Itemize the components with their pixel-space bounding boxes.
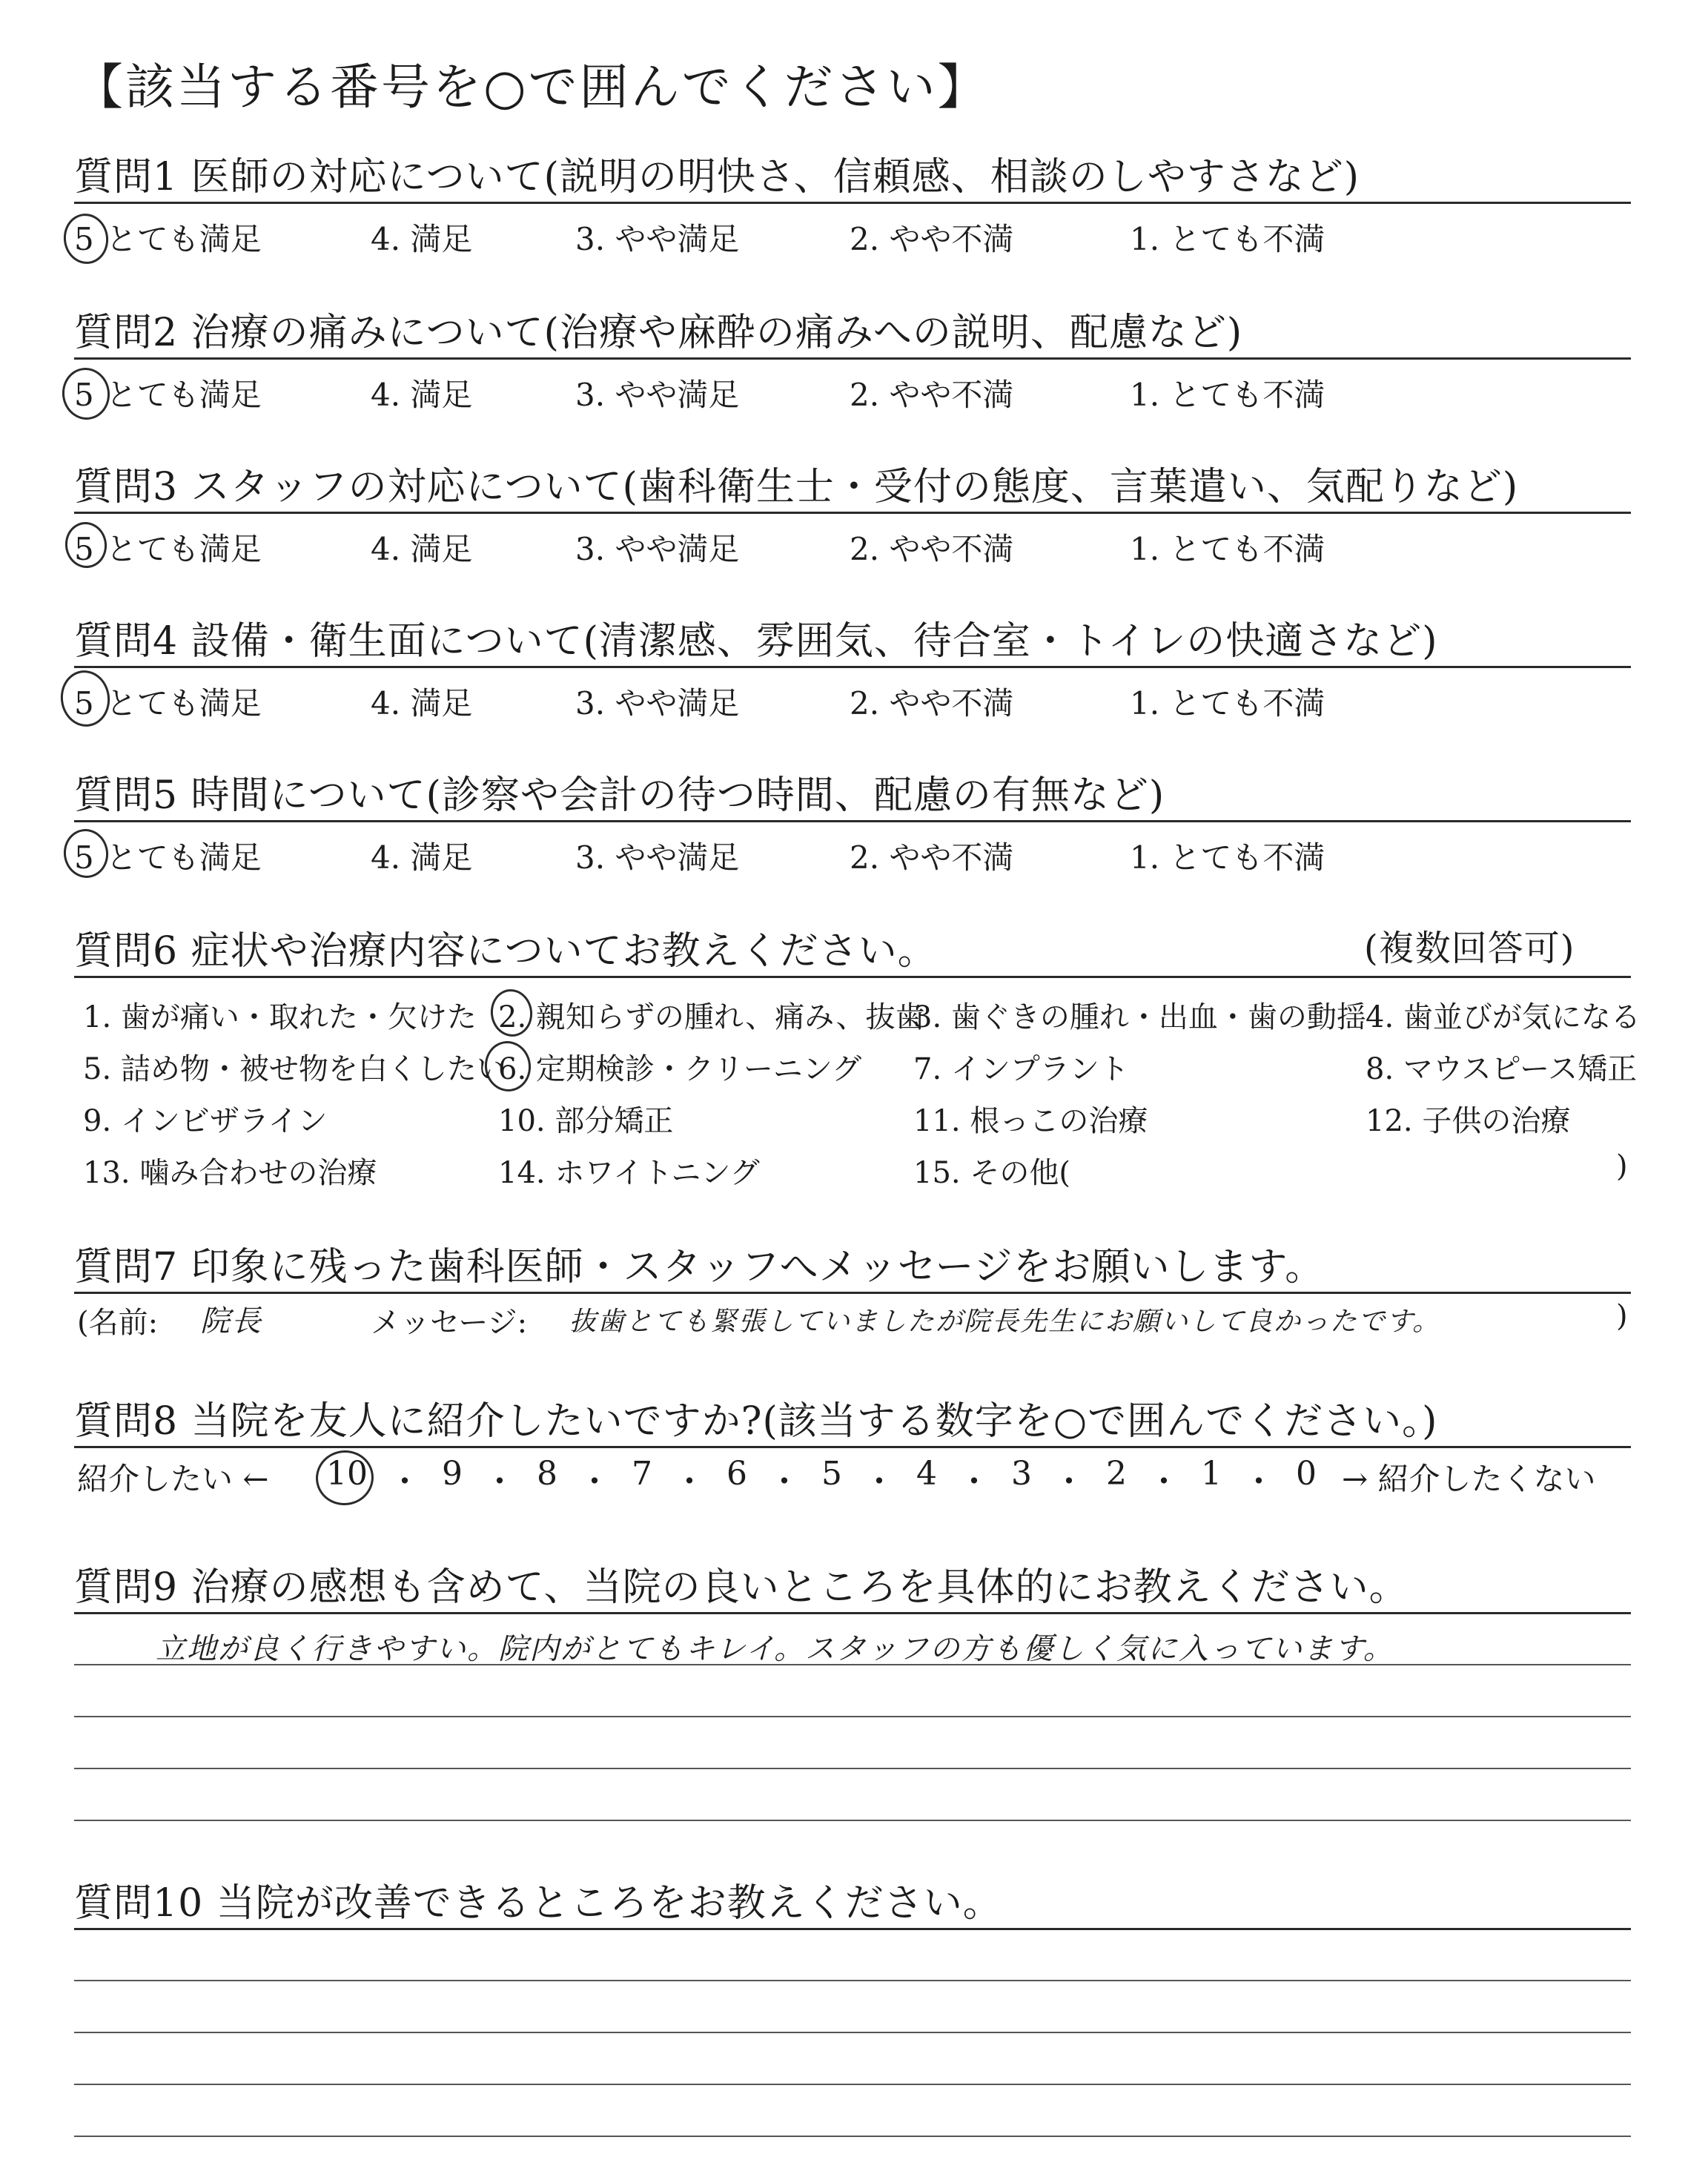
scale-separator: ・: [578, 1463, 611, 1501]
question-9-rule: [74, 1612, 1631, 1614]
answer-line: [74, 2032, 1631, 2033]
scale-8[interactable]: 8: [537, 1455, 557, 1493]
symptom-option-6[interactable]: 6. 定期検診・クリーニング: [498, 1052, 862, 1086]
question-7-title: 質問7 印象に残った歯科医師・スタッフへメッセージをお願いします。: [74, 1245, 1325, 1289]
scale-0[interactable]: 0: [1296, 1455, 1317, 1493]
scale-9[interactable]: 9: [442, 1455, 463, 1493]
option-5-number: 5: [74, 221, 94, 257]
symptom-option-8[interactable]: 8. マウスピース矯正: [1366, 1052, 1638, 1086]
option-4[interactable]: 4. 満足: [371, 377, 473, 413]
symptom-option-4[interactable]: 4. 歯並びが気になる: [1366, 1000, 1641, 1034]
question-4-rule: [74, 666, 1631, 668]
option-5-label: とても満足: [105, 221, 262, 257]
question-9-answer[interactable]: 立地が良く行きやすい。院内がとてもキレイ。スタッフの方も優しく気に入っています。: [156, 1632, 1394, 1666]
option-5[interactable]: [74, 215, 262, 260]
recommend-left-label: 紹介したい ←: [77, 1461, 269, 1497]
option-5-label: とても満足: [105, 685, 262, 721]
option-1[interactable]: 1. とても不満: [1130, 221, 1325, 257]
scale-separator: ・: [673, 1463, 706, 1501]
option-5[interactable]: [74, 371, 262, 415]
scale-separator: ・: [1148, 1463, 1180, 1501]
option-5-number: 5: [74, 377, 94, 413]
message-value[interactable]: 抜歯とても緊張していましたが院長先生にお願いして良かったです。: [569, 1307, 1441, 1337]
scale-separator: ・: [863, 1463, 896, 1501]
answer-line: [74, 1768, 1631, 1769]
option-2[interactable]: 2. やや不満: [850, 839, 1014, 876]
scale-2[interactable]: 2: [1106, 1455, 1127, 1493]
question-10-title: 質問10 当院が改善できるところをお教えください。: [74, 1881, 1002, 1926]
answer-line: [74, 2084, 1631, 2085]
option-5[interactable]: [74, 525, 262, 569]
form-header: 【該当する番号を○で囲んでください】: [74, 59, 989, 116]
option-5-label: とても満足: [105, 531, 262, 567]
scale-10[interactable]: 10: [326, 1455, 368, 1493]
option-1[interactable]: 1. とても不満: [1130, 531, 1325, 567]
answer-line: [74, 2136, 1631, 2137]
question-8-title: 質問8 当院を友人に紹介したいですか?(該当する数字を○で囲んでください。): [74, 1399, 1438, 1444]
symptom-option-15[interactable]: 15. その他(: [913, 1156, 1070, 1190]
symptom-option-11[interactable]: 11. 根っこの治療: [913, 1104, 1148, 1138]
name-value[interactable]: 院長: [200, 1304, 262, 1338]
question-10-rule: [74, 1928, 1631, 1930]
symptom-option-10[interactable]: 10. 部分矯正: [498, 1104, 674, 1138]
scale-3[interactable]: 3: [1011, 1455, 1032, 1493]
symptom-option-5[interactable]: 5. 詰め物・被せ物を白くしたい: [83, 1052, 506, 1086]
message-close: ): [1616, 1299, 1628, 1333]
option-3[interactable]: 3. やや満足: [575, 221, 740, 257]
option-3[interactable]: 3. やや満足: [575, 839, 740, 876]
option-5-number: 5: [74, 531, 94, 567]
option-4[interactable]: 4. 満足: [371, 531, 473, 567]
symptom-option-14[interactable]: 14. ホワイトニング: [498, 1156, 760, 1190]
answer-line: [74, 1820, 1631, 1821]
scale-separator: ・: [958, 1463, 990, 1501]
recommend-right-label: → 紹介したくない: [1342, 1461, 1596, 1497]
scale-1[interactable]: 1: [1201, 1455, 1222, 1493]
option-4[interactable]: 4. 満足: [371, 839, 473, 876]
option-1[interactable]: 1. とても不満: [1130, 377, 1325, 413]
option-2[interactable]: 2. やや不満: [850, 685, 1014, 721]
question-6-note: (複数回答可): [1364, 928, 1575, 969]
question-1-rule: [74, 202, 1631, 204]
symptom-option-9[interactable]: 9. インビザライン: [83, 1104, 328, 1138]
option-5-label: とても満足: [105, 377, 262, 413]
question-2-rule: [74, 357, 1631, 360]
option-5[interactable]: [74, 833, 262, 878]
scale-separator: ・: [483, 1463, 516, 1501]
scale-4[interactable]: 4: [916, 1455, 937, 1493]
option-1[interactable]: 1. とても不満: [1130, 685, 1325, 721]
scale-separator: ・: [768, 1463, 801, 1501]
scale-6[interactable]: 6: [726, 1455, 747, 1493]
option-2[interactable]: 2. やや不満: [850, 531, 1014, 567]
option-2[interactable]: 2. やや不満: [850, 377, 1014, 413]
option-4[interactable]: 4. 満足: [371, 221, 473, 257]
option-4[interactable]: 4. 満足: [371, 685, 473, 721]
scale-separator: ・: [1053, 1463, 1085, 1501]
option-3[interactable]: 3. やや満足: [575, 531, 740, 567]
option-2[interactable]: 2. やや不満: [850, 221, 1014, 257]
symptom-option-7[interactable]: 7. インプラント: [913, 1052, 1129, 1086]
symptom-option-12[interactable]: 12. 子供の治療: [1366, 1104, 1571, 1138]
question-8-rule: [74, 1446, 1631, 1448]
symptom-option-13[interactable]: 13. 噛み合わせの治療: [83, 1156, 377, 1190]
question-5-title: 質問5 時間について(診察や会計の待つ時間、配慮の有無など): [74, 773, 1165, 818]
answer-line: [74, 1980, 1631, 1981]
symptom-option-15-close: ): [1616, 1149, 1628, 1183]
symptom-option-2[interactable]: 2. 親知らずの腫れ、痛み、抜歯: [498, 1000, 925, 1034]
answer-line: [74, 1716, 1631, 1717]
question-6-title: 質問6 症状や治療内容についてお教えください。: [74, 929, 937, 974]
scale-separator: ・: [388, 1463, 421, 1501]
symptom-option-1[interactable]: 1. 歯が痛い・取れた・欠けた: [83, 1000, 477, 1034]
question-7-rule: [74, 1292, 1631, 1294]
question-3-title: 質問3 スタッフの対応について(歯科衛生士・受付の態度、言葉遣い、気配りなど): [74, 465, 1519, 509]
question-6-rule: [74, 976, 1631, 978]
option-3[interactable]: 3. やや満足: [575, 377, 740, 413]
question-5-rule: [74, 820, 1631, 822]
answer-line: [74, 1664, 1631, 1665]
option-5-number: 5: [74, 839, 94, 876]
option-5-label: とても満足: [105, 839, 262, 876]
name-label: (名前:: [77, 1306, 159, 1340]
question-4-title: 質問4 設備・衛生面について(清潔感、雰囲気、待合室・トイレの快適さなど): [74, 619, 1438, 664]
message-label: メッセージ:: [371, 1306, 528, 1340]
symptom-option-3[interactable]: 3. 歯ぐきの腫れ・出血・歯の動揺: [913, 1000, 1366, 1034]
question-2-title: 質問2 治療の痛みについて(治療や麻酔の痛みへの説明、配慮など): [74, 311, 1243, 355]
question-1-title: 質問1 医師の対応について(説明の明快さ、信頼感、相談のしやすさなど): [74, 155, 1360, 199]
question-3-rule: [74, 512, 1631, 514]
option-3[interactable]: 3. やや満足: [575, 685, 740, 721]
scale-7[interactable]: 7: [632, 1455, 652, 1493]
option-5-number: 5: [74, 685, 94, 721]
option-1[interactable]: 1. とても不満: [1130, 839, 1325, 876]
option-5[interactable]: [74, 679, 262, 724]
scale-5[interactable]: 5: [821, 1455, 842, 1493]
question-9-title: 質問9 治療の感想も含めて、当院の良いところを具体的にお教えください。: [74, 1565, 1409, 1610]
scale-separator: ・: [1242, 1463, 1275, 1501]
